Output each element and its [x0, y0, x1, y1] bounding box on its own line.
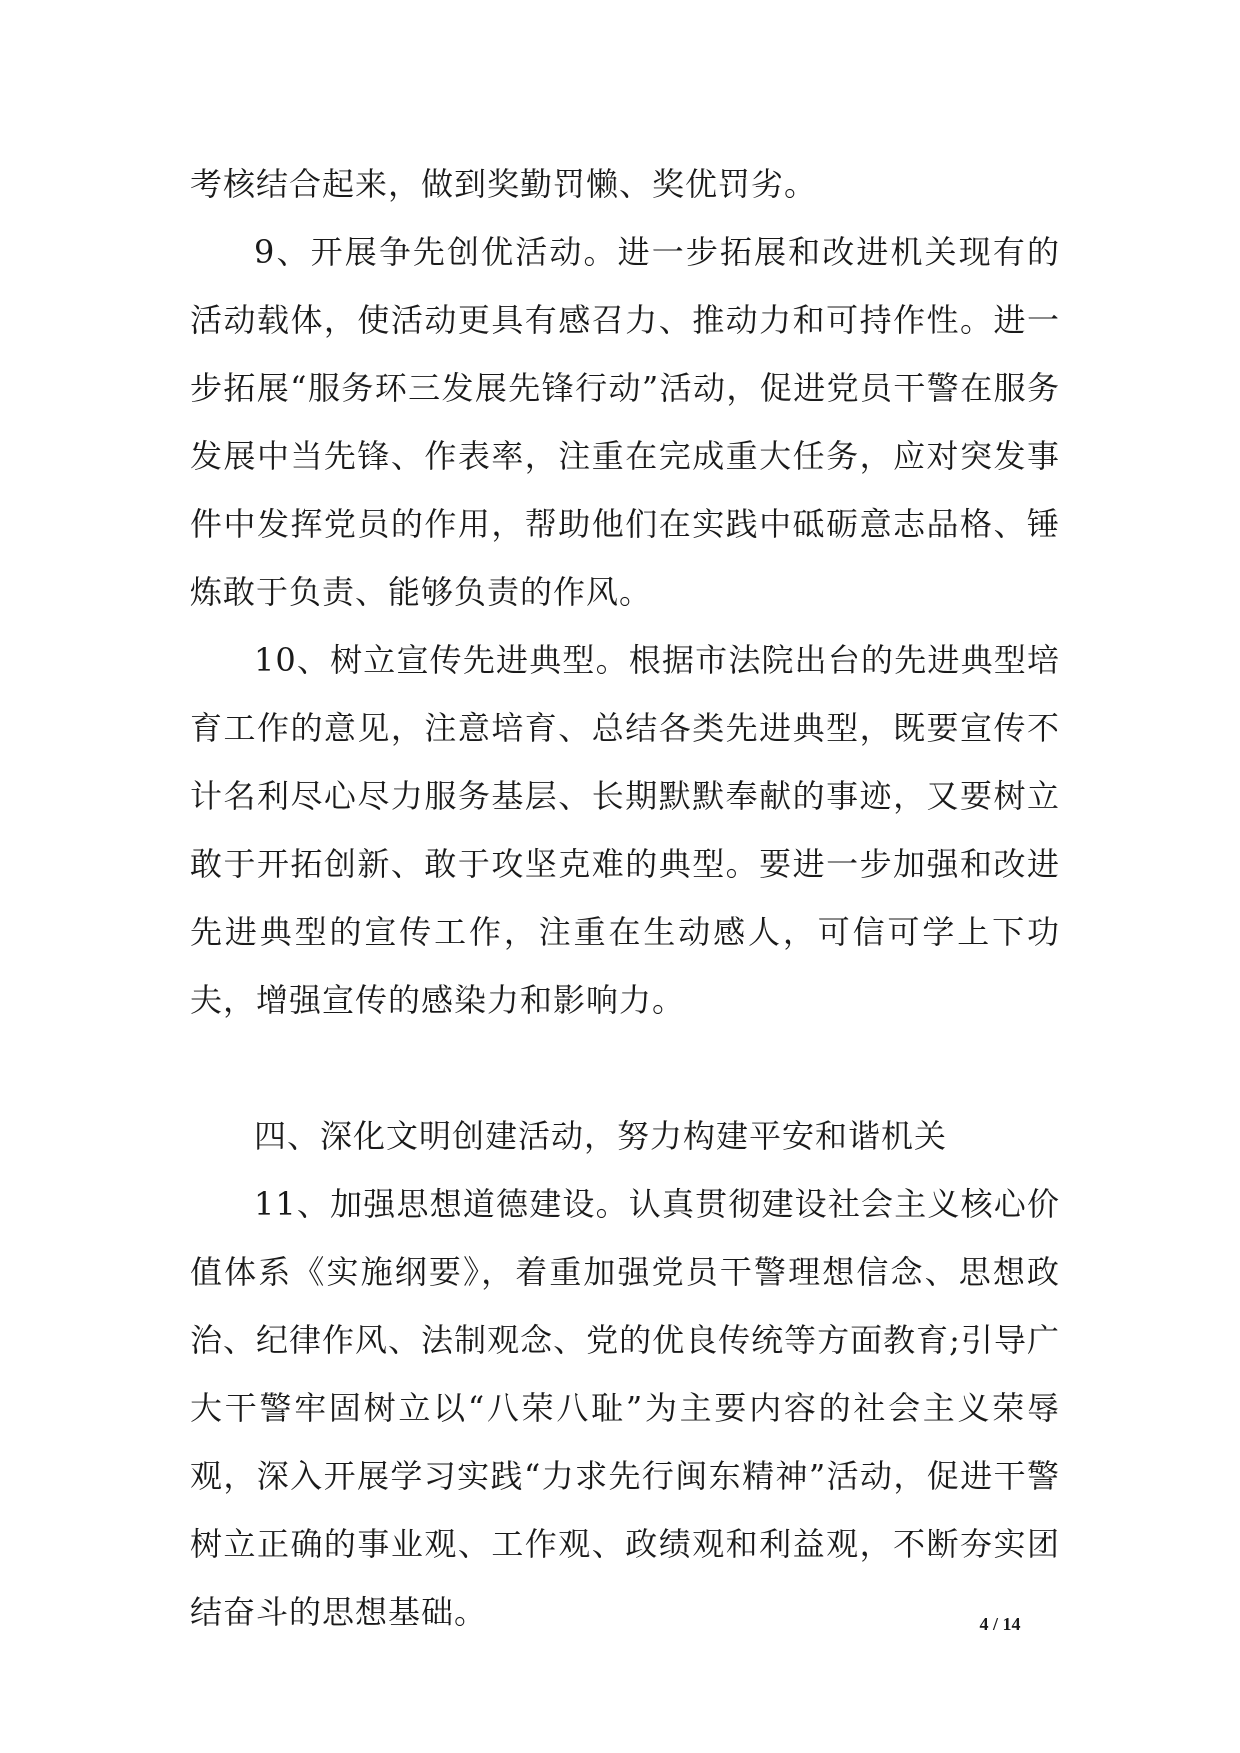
section-spacer: [190, 1034, 1060, 1102]
document-body: [190, 150, 1060, 1646]
paragraph-item-10: 10、树立宣传先进典型。根据市法院出台的先进典型培育工作的意见，注意培育、总结各类先进典型，既要宣传不计名利尽心尽力服务基层、长期默默奉献的事迹，又要树立敢于开拓创新、敢于攻坚克难的典型。要进一步加强和改进先进典型的宣传工作，注重在生动感人，可信可学上下功夫，增强宣传的感染力和影响力。: [190, 641, 1060, 1019]
paragraph-item-11: 11、加强思想道德建设。认真贯彻建设社会主义核心价值体系《实施纲要》，着重加强党员干警理想信念、思想政治、纪律作风、法制观念、党的优良传统等方面教育;引导广大干警牢固树立以“八荣八耻”为主要内容的社会主义荣辱观，深入开展学习实践“力求先行闽东精神”活动，促进干警树立正确的事业观、工作观、政绩观和利益观，不断夯实团结奋斗的思想基础。: [190, 1185, 1060, 1631]
paragraph-item-9: 9、开展争先创优活动。进一步拓展和改进机关现有的活动载体，使活动更具有感召力、推动力和可持作性。进一步拓展“服务环三发展先锋行动”活动，促进党员干警在服务发展中当先锋、作表率，注重在完成重大任务，应对突发事件中发挥党员的作用，帮助他们在实践中砥砺意志品格、锤炼敢于负责、能够负责的作风。: [190, 233, 1060, 611]
paragraph-continuation: 考核结合起来，做到奖勤罚懒、奖优罚劣。: [190, 165, 818, 203]
section-heading: 四、深化文明创建活动，努力构建平安和谐机关: [254, 1117, 948, 1155]
page-number: 4 / 14: [979, 1614, 1021, 1634]
